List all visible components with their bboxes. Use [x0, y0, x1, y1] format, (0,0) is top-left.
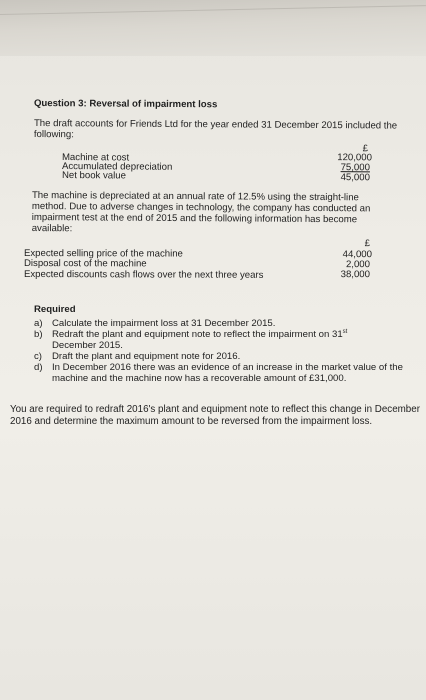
table1-row-label: Machine at cost — [61, 152, 130, 164]
required-list — [34, 318, 422, 384]
ordinal-suffix: st — [342, 328, 348, 335]
question-title: Question 3: Reversal of impairment loss — [33, 98, 218, 111]
table1-currency: £ — [362, 143, 368, 155]
table2-row-value: 38,000 — [340, 269, 370, 281]
required-item — [34, 351, 422, 362]
required-item-text: Calculate the impairment loss at 31 December 2015. — [52, 318, 276, 329]
table1-row-label: Net book value — [61, 170, 126, 182]
required-item-marker: a) — [34, 318, 43, 329]
required-item-marker: d) — [34, 362, 43, 373]
table1-row-label: Accumulated depreciation — [61, 161, 173, 173]
required-item — [34, 362, 422, 384]
required-item — [34, 329, 422, 351]
depreciation-paragraph: The machine is depreciated at an annual rate of 12.5% using the straight-line method. Due to adverse changes in technology, the company has conducted an impairment test at the end of 2015 and the following information has become available: — [31, 190, 371, 235]
required-item-marker: b) — [34, 329, 43, 340]
table1-row-value: 120,000 — [337, 152, 372, 164]
required-heading: Required — [34, 304, 76, 315]
required-item-text-continued: December 2015. — [52, 340, 123, 351]
closing-paragraph: You are required to redraft 2016's plant and equipment note to reflect this change in December 2016 and determine the maximum amount to be reversed from the impairment loss. — [10, 404, 420, 427]
table2-row-label: Disposal cost of the machine — [23, 258, 147, 270]
intro-paragraph: The draft accounts for Friends Ltd for the year ended 31 December 2015 included the following: — [33, 118, 398, 141]
table2-row-label: Expected selling price of the machine — [23, 248, 183, 260]
table2-row-value: 2,000 — [345, 259, 370, 271]
table2-currency: £ — [364, 238, 370, 250]
required-item-text: Draft the plant and equipment note for 2016. — [52, 351, 241, 362]
required-item-text: Redraft the plant and equipment note to reflect the impairment on 31 — [52, 329, 343, 340]
table1-row-value: 45,000 — [340, 172, 370, 184]
table2-row-label: Expected discounts cash flows over the next three years — [23, 269, 264, 281]
required-item-marker: c) — [34, 351, 42, 362]
table2-row-value: 44,000 — [342, 249, 372, 261]
required-item — [34, 318, 422, 329]
table1-row-value: 75,000 — [340, 162, 370, 174]
required-item-text: In December 2016 there was an evidence of an increase in the market value of the machine and the machine now has a recoverable amount of £31,000. — [52, 362, 403, 384]
